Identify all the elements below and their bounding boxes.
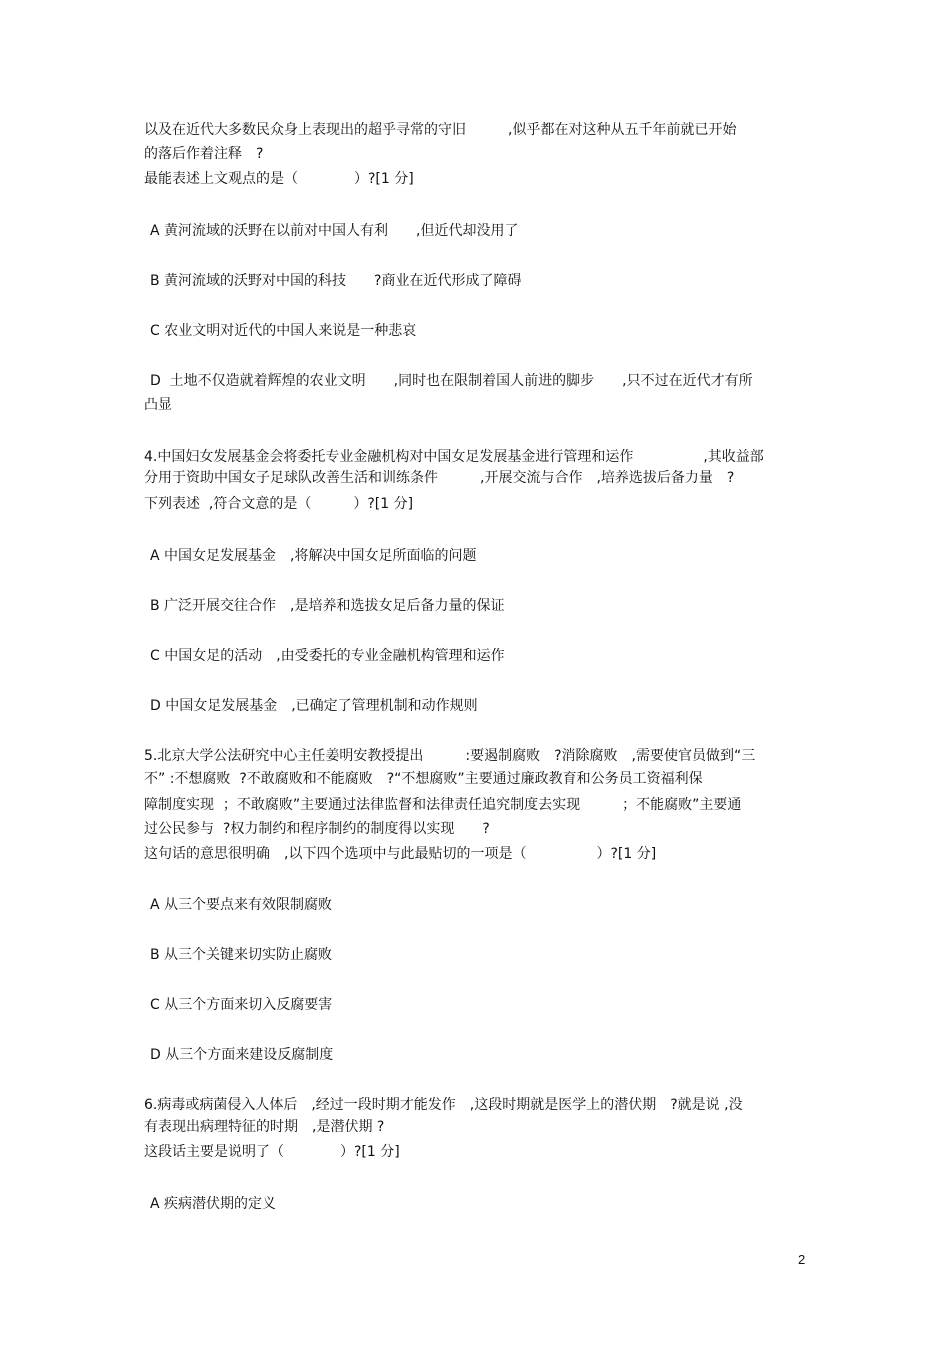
text-line: 障制度实现 ；不敢腐败”主要通过法律监督和法律责任追究制度去实现 ；不能腐败”主要通 [144,797,742,813]
text-line: 下列表述 ,符合文意的是（ ）?[1 分] [144,496,414,512]
question-6: 6.病毒或病菌侵入人体后 ,经过一段时期才能发作 ,这段时期就是医学上的潜伏期 ?就是说 ,没 [144,1097,743,1113]
option-a: A 黄河流域的沃野在以前对中国人有利 ,但近代却没用了 [150,223,519,239]
text-line: 这段话主要是说明了（ ）?[1 分] [144,1144,400,1160]
page-number: 2 [798,1252,806,1267]
question-4: 4.中国妇女发展基金会将委托专业金融机构对中国女足发展基金进行管理和运作 ,其收益部 [144,449,764,465]
option-b: B 广泛开展交往合作 ,是培养和选拔女足后备力量的保证 [150,598,505,614]
text-line: 凸显 [144,397,172,413]
option-d: D 中国女足发展基金 ,已确定了管理机制和动作规则 [150,698,478,714]
option-c: C 农业文明对近代的中国人来说是一种悲哀 [150,323,417,339]
question-5: 5.北京大学公法研究中心主任姜明安教授提出 :要遏制腐败 ?消除腐败 ,需要使官员做到“三 [144,748,756,764]
option-c: C 从三个方面来切入反腐要害 [150,997,333,1013]
text-line: 不” :不想腐败 ?不敢腐败和不能腐败 ?“不想腐败”主要通过廉政教育和公务员工资福利保 [144,771,703,787]
text-line: 这句话的意思很明确 ,以下四个选项中与此最贴切的一项是（ ）?[1 分] [144,846,657,862]
text-line: 有表现出病理特征的时期 ,是潜伏期 ? [144,1119,385,1135]
option-d: D 土地不仅造就着辉煌的农业文明 ,同时也在限制着国人前进的脚步 ,只不过在近代才有所 [150,373,753,389]
text-line: 的落后作着注释 ? [144,146,264,162]
option-c: C 中国女足的活动 ,由受委托的专业金融机构管理和运作 [150,648,505,664]
text-line: 过公民参与 ?权力制约和程序制约的制度得以实现 ? [144,821,490,837]
option-d: D 从三个方面来建设反腐制度 [150,1047,334,1063]
option-a: A 中国女足发展基金 ,将解决中国女足所面临的问题 [150,548,477,564]
text-line: 分用于资助中国女子足球队改善生活和训练条件 ,开展交流与合作 ,培养选拔后备力量 ? [144,470,735,486]
option-b: B 黄河流域的沃野对中国的科技 ?商业在近代形成了障碍 [150,273,522,289]
option-b: B 从三个关键来切实防止腐败 [150,947,333,963]
text-line: 以及在近代大多数民众身上表现出的超乎寻常的守旧 ,似乎都在对这种从五千年前就已开始 [144,122,737,138]
text-line: 最能表述上文观点的是（ ）?[1 分] [144,171,414,187]
option-a: A 从三个要点来有效限制腐败 [150,897,333,913]
option-a: A 疾病潜伏期的定义 [150,1196,277,1212]
